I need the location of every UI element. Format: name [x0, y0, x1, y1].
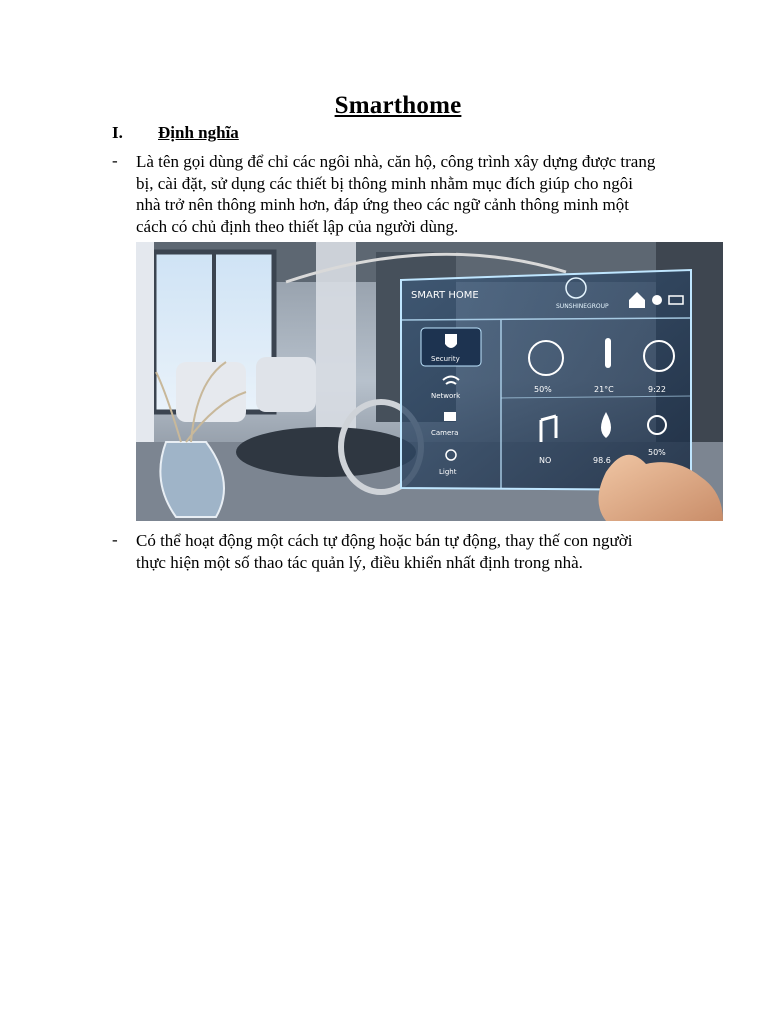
- bullet-marker: -: [112, 530, 118, 549]
- paragraph-line: Là tên gọi dùng để chỉ các ngôi nhà, căn hộ, công trình xây dựng được trang: [136, 152, 656, 171]
- section-title: Định nghĩa: [158, 123, 239, 142]
- smarthome-photo: [136, 242, 723, 521]
- panel-brand: SUNSHINEGROUP: [556, 303, 609, 310]
- tile-label: 50%: [534, 385, 552, 394]
- tile-label: 98.6: [593, 456, 611, 465]
- tile-label: 9:22: [648, 385, 666, 394]
- document-title: Smarthome: [334, 92, 462, 119]
- lock-icon: [445, 334, 457, 348]
- gear-icon: [652, 295, 662, 305]
- tile-label: 21°C: [594, 385, 614, 394]
- paragraph-definition: [136, 151, 655, 237]
- thermometer-icon: [605, 338, 611, 368]
- camera-icon: [444, 412, 456, 421]
- tile-label: 50%: [648, 448, 666, 457]
- panel-header-title: SMART HOME: [411, 290, 479, 301]
- paragraph-line: cách có chủ định theo thiết lập của người dùng.: [136, 216, 459, 236]
- menu-label: Camera: [431, 429, 459, 437]
- paragraph-line: nhà trở nên thông minh hơn, đáp ứng theo các ngữ cảnh thông minh một: [136, 195, 629, 214]
- bullet-marker: -: [112, 151, 118, 170]
- section-number: I.: [112, 123, 123, 142]
- tile-label: NO: [539, 456, 552, 465]
- menu-label: Network: [431, 392, 461, 400]
- paragraph-operation: [136, 530, 632, 573]
- menu-label: Light: [439, 468, 457, 476]
- menu-label: Security: [431, 355, 460, 363]
- menu-security[interactable]: [421, 328, 481, 366]
- paragraph-line: thực hiện một số thao tác quản lý, điều khiển nhất định trong nhà.: [136, 552, 583, 572]
- paragraph-line: bị, cài đặt, sử dụng các thiết bị thông minh nhằm mục đích giúp cho ngôi: [136, 173, 633, 193]
- paragraph-line: Có thể hoạt động một cách tự động hoặc bán tự động, thay thế con người: [136, 531, 633, 550]
